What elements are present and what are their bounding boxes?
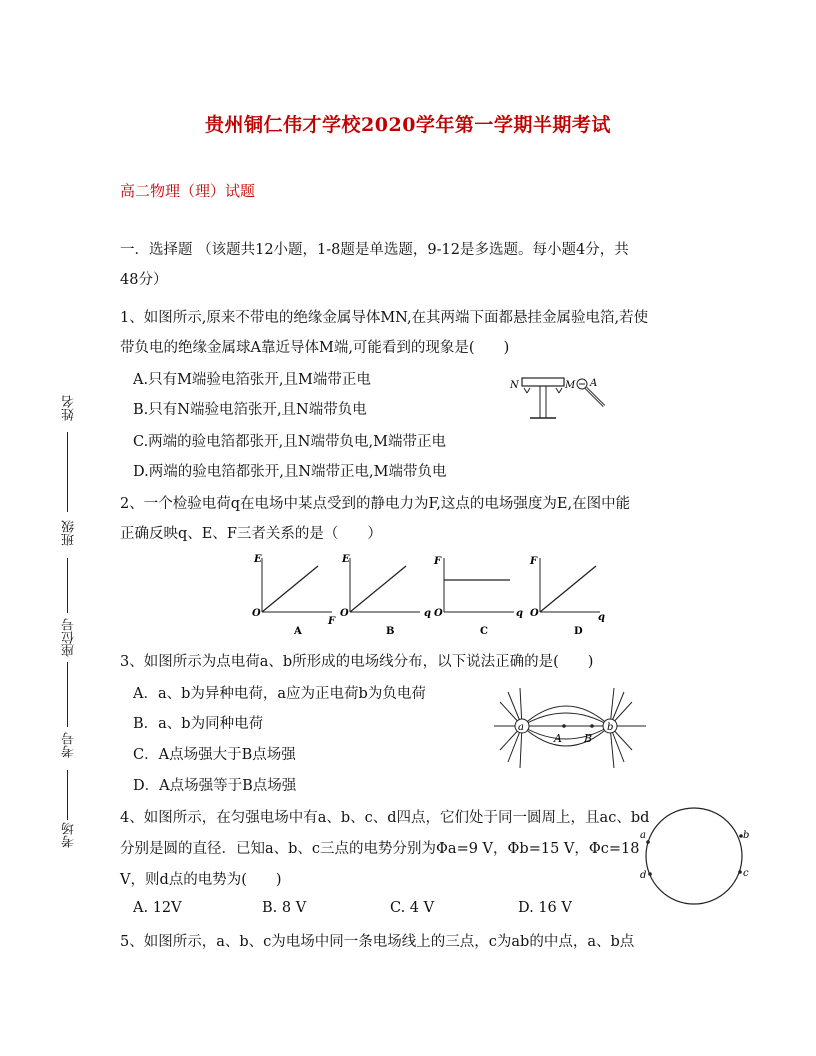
q4-stem-cont: 分别是圆的直径．已知a、b、c三点的电势分别为Φa=9 V，Φb=15 V，Φc=18: [120, 841, 640, 857]
q2-graph-d: [529, 556, 605, 637]
svg-text:O: O: [434, 608, 443, 619]
svg-text:F: F: [530, 556, 538, 567]
q5-stem: 5、如图所示，a、b、c为电场中同一条电场线上的三点，c为ab的中点，a、b点: [120, 934, 635, 950]
side-rule: [67, 662, 68, 727]
q4-circle-figure: [636, 802, 756, 912]
svg-text:B: B: [584, 732, 593, 745]
side-label-room: 考场: [62, 822, 77, 848]
side-label-class: 班级: [62, 520, 77, 546]
svg-text:F: F: [434, 556, 442, 567]
q1-stem-cont: 带负电的绝缘金属球A靠近导体M端,可能看到的现象是( ): [120, 340, 510, 356]
section-heading-cont: 48分）: [120, 272, 168, 288]
q2-stem-cont: 正确反映q、E、F三者关系的是（ ）: [120, 526, 382, 542]
q1-option-a: A.只有M端验电箔张开,且M端带正电: [133, 372, 371, 388]
page-title: 贵州铜仁伟才学校2020学年第一学期半期考试: [205, 114, 611, 136]
q4-option-a: A. 12V: [133, 900, 182, 916]
q1-option-d: D.两端的验电箔都张开,且N端带正电,M端带负电: [133, 464, 447, 480]
q1-option-c: C.两端的验电箔都张开,且N端带负电,M端带正电: [133, 434, 446, 450]
q3-stem: 3、如图所示为点电荷a、b所形成的电场线分布，以下说法正确的是( ): [120, 654, 594, 670]
svg-text:q: q: [516, 608, 523, 619]
side-rule: [67, 432, 68, 512]
q4-option-d: D. 16 V: [518, 900, 572, 916]
page-subtitle: 高二物理（理）试题: [120, 182, 256, 200]
q2-graph-c: [433, 556, 523, 637]
svg-text:F: F: [328, 616, 336, 627]
q3-option-d: D．A点场强等于B点场强: [133, 778, 297, 794]
side-label-seat: 座位号: [62, 618, 77, 657]
q1-label-m: M: [565, 380, 576, 391]
q2-stem: 2、一个检验电荷q在电场中某点受到的静电力为F,这点的电场强度为E,在图中能: [120, 496, 631, 512]
q3-field-lines-figure: [490, 680, 650, 780]
q1-option-b: B.只有N端验电箔张开,且N端带负电: [133, 402, 367, 418]
q1-label-n: N: [510, 380, 519, 391]
side-label-name: 姓名: [62, 395, 77, 421]
q4-option-b: B. 8 V: [262, 900, 307, 916]
q1-stem: 1、如图所示,原来不带电的绝缘金属导体MN,在其两端下面都悬挂金属验电箔,若使: [120, 310, 649, 326]
svg-text:O: O: [252, 608, 261, 619]
q2-graph-b: [340, 554, 431, 637]
q1-conductor-figure: [508, 368, 618, 428]
q4-option-c: C. 4 V: [390, 900, 435, 916]
q4-stem: 4、如图所示，在匀强电场中有a、b、c、d四点，它们处于同一圆周上，且ac、bd: [120, 810, 650, 826]
side-rule: [67, 770, 68, 820]
svg-text:E: E: [254, 554, 262, 565]
side-rule: [67, 558, 68, 613]
q3-option-a: A．a、b为异种电荷，a应为正电荷b为负电荷: [133, 686, 426, 702]
section-heading: 一．选择题 （该题共12小题，1-8题是单选题，9-12是多选题。每小题4分，共: [120, 242, 629, 258]
svg-text:B: B: [386, 626, 395, 637]
q2-graphs: [248, 552, 608, 642]
svg-text:b: b: [607, 722, 614, 733]
svg-text:O: O: [530, 608, 539, 619]
svg-text:O: O: [340, 608, 349, 619]
q2-graph-a: [252, 554, 336, 637]
q3-option-c: C．A点场强大于B点场强: [133, 747, 296, 763]
svg-text:A: A: [554, 732, 562, 745]
svg-text:d: d: [640, 870, 647, 881]
svg-text:q: q: [424, 608, 431, 619]
q3-option-b: B．a、b为同种电荷: [133, 716, 264, 732]
svg-text:q: q: [598, 612, 605, 623]
q1-label-a: A: [590, 378, 598, 389]
q4-stem-cont2: V，则d点的电势为( ): [120, 872, 282, 888]
svg-text:a: a: [640, 830, 646, 841]
svg-text:A: A: [294, 626, 302, 637]
svg-text:a: a: [518, 722, 524, 733]
svg-text:b: b: [743, 830, 750, 841]
svg-text:D: D: [574, 626, 583, 637]
svg-text:C: C: [480, 626, 488, 637]
svg-text:c: c: [743, 868, 749, 879]
svg-text:E: E: [342, 554, 350, 565]
side-label-number: 考号: [62, 732, 77, 758]
